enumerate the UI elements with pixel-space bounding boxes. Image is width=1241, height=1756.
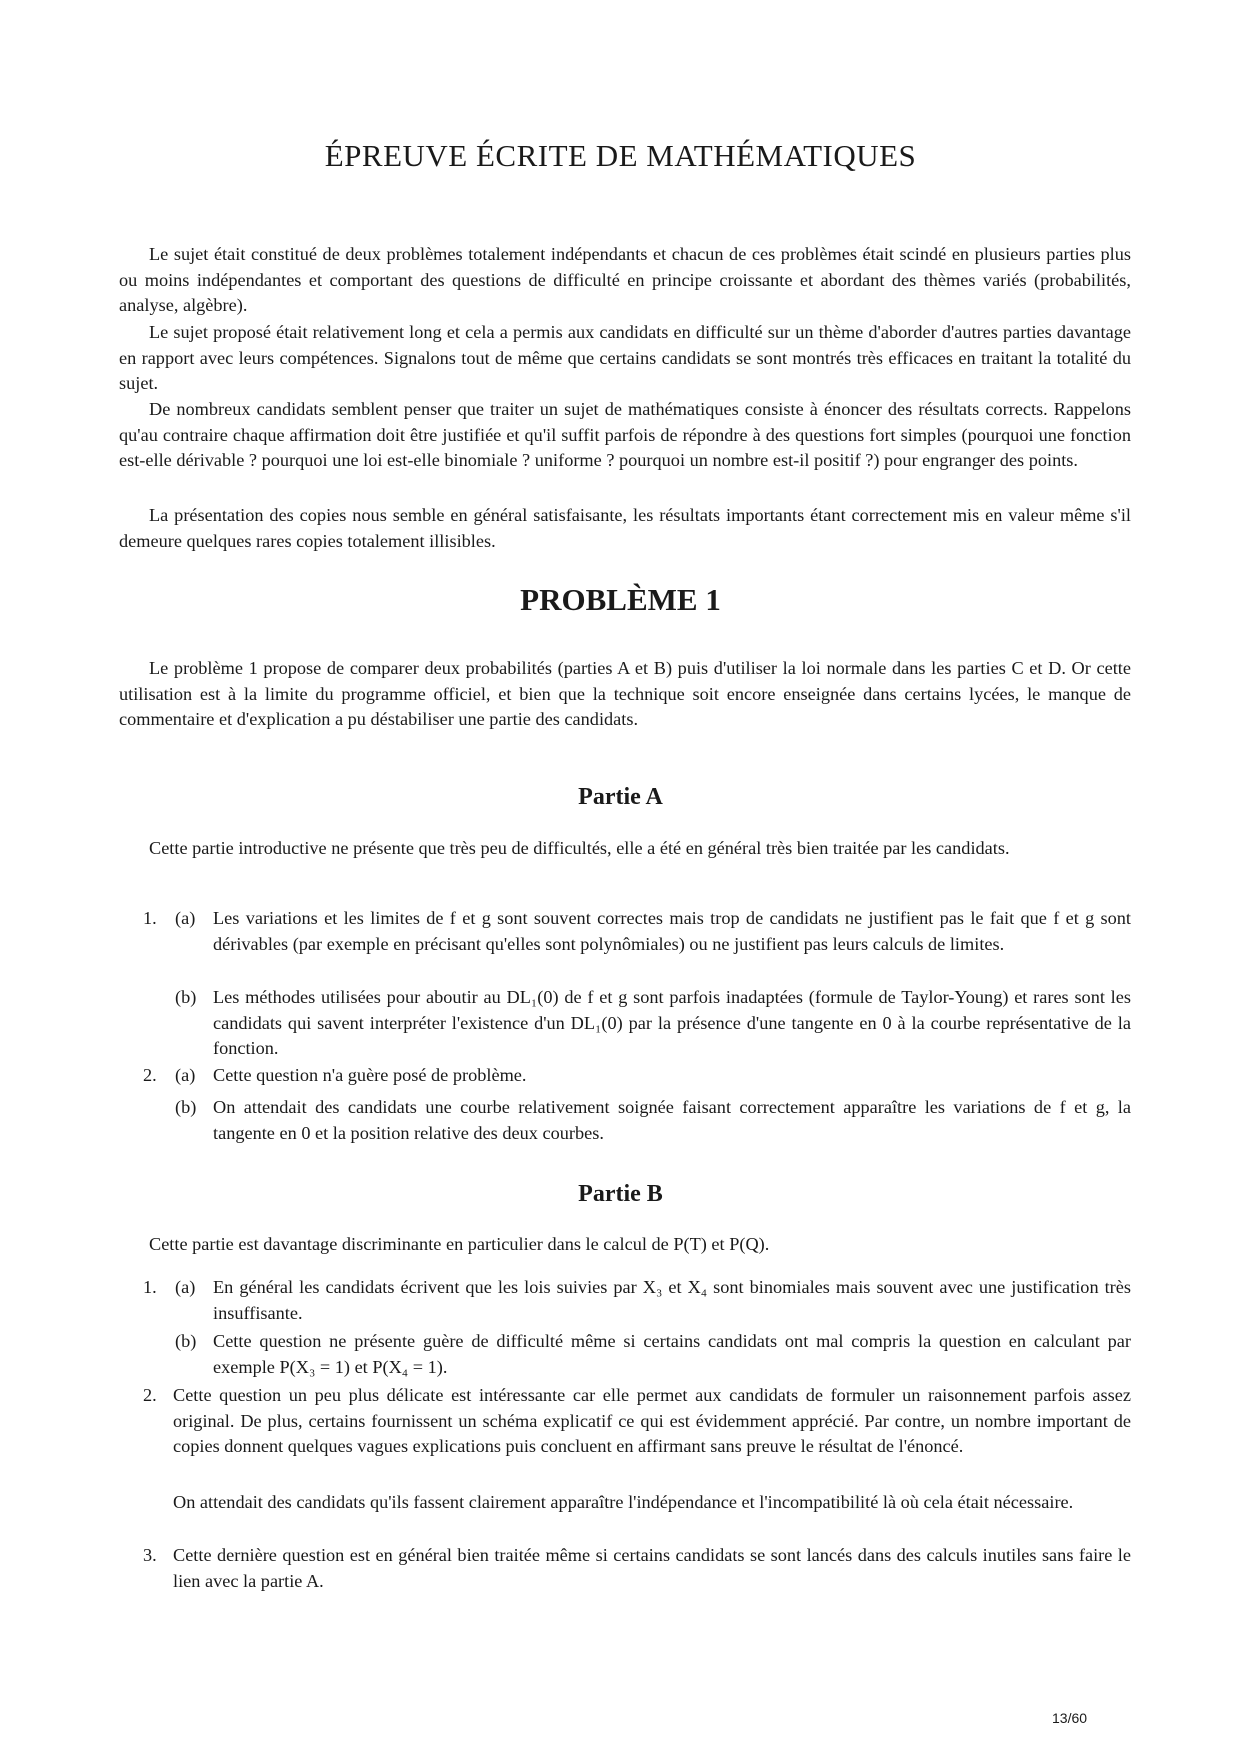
part-b-q1b-text: Cette question ne présente guère de difficulté même si certains candidats ont mal compris la question en calculant par exemple P(X₃ = 1) et P(X₄ = 1). bbox=[213, 1331, 1131, 1377]
part-a-q1b-label: (b) bbox=[175, 987, 197, 1007]
part-a-q2a-label: (a) bbox=[175, 1065, 196, 1085]
part-b-q3-text: Cette dernière question est en général bien traitée même si certains candidats se sont lancés dans des calculs inutiles sans faire le lien avec la partie A. bbox=[173, 1545, 1131, 1591]
part-a-q1a-label: (a) bbox=[175, 908, 196, 928]
page-number: 13/60 bbox=[1052, 1710, 1088, 1726]
intro-paragraph-3: De nombreux candidats semblent penser que traiter un sujet de mathématiques consiste à énoncer des résultats corrects. Rappelons qu'au contraire chaque affirmation doit être justifiée et qu'il suffit parfois de répondre à des questions fort simples (pourquoi une fonction est-elle dérivable ? pourquoi une loi est-elle binomiale ? uniforme ? pourquoi un nombre est-il positif ?) pour engranger des points. bbox=[119, 399, 1131, 470]
part-a-q1-number: 1. bbox=[143, 908, 157, 928]
part-b-q2-text: Cette question un peu plus délicate est intéressante car elle permet aux candidats de formuler un raisonnement parfois assez original. De plus, certains fournissent un schéma explicatif ce qui est évidemment apprécié. Par contre, un nombre important de copies donnent quelques vagues explications puis concluent en affirmant sans preuve le résultat de l'énoncé. bbox=[173, 1385, 1131, 1456]
part-a-q2a-text: Cette question n'a guère posé de problème. bbox=[213, 1065, 527, 1085]
part-b-q1b-label: (b) bbox=[175, 1331, 197, 1351]
part-a-q1a-text: Les variations et les limites de f et g sont souvent correctes mais trop de candidats ne justifient pas le fait que f et g sont dérivables (par exemple en précisant qu'elles sont polynômiales) ou ne justifient pas leurs calculs de limites. bbox=[213, 908, 1131, 954]
part-b-q2-number: 2. bbox=[143, 1385, 157, 1405]
part-b-q2-followup: On attendait des candidats qu'ils fassent clairement apparaître l'indépendance et l'incompatibilité là où cela était nécessaire. bbox=[173, 1492, 1074, 1512]
part-b-q1-number: 1. bbox=[143, 1277, 157, 1297]
part-a-intro: Cette partie introductive ne présente que très peu de difficultés, elle a été en général très bien traitée par les candidats. bbox=[149, 838, 1010, 858]
part-a-q1b-text: Les méthodes utilisées pour aboutir au DL₁(0) de f et g sont parfois inadaptées (formule de Taylor-Young) et rares sont les candidats qui savent interpréter l'existence d'un DL₁(0) par la présence d'une tangente en 0 à la courbe représentative de la fonction. bbox=[213, 987, 1131, 1058]
part-a-q2b-label: (b) bbox=[175, 1097, 197, 1117]
part-b-title: Partie B bbox=[578, 1181, 663, 1207]
part-a-q2b-text: On attendait des candidats une courbe relativement soignée faisant correctement apparaître les variations de f et g, la tangente en 0 et la position relative des deux courbes. bbox=[213, 1097, 1131, 1143]
part-a-title: Partie A bbox=[578, 784, 663, 810]
intro-paragraph-4: La présentation des copies nous semble en général satisfaisante, les résultats importants étant correctement mis en valeur même s'il demeure quelques rares copies totalement illisibles. bbox=[119, 505, 1131, 551]
part-b-q3-number: 3. bbox=[143, 1545, 157, 1565]
part-b-q1a-label: (a) bbox=[175, 1277, 196, 1297]
part-b-q1a-text: En général les candidats écrivent que les lois suivies par X₃ et X₄ sont binomiales mais souvent avec une justification très insuffisante. bbox=[213, 1277, 1131, 1323]
problem-1-intro: Le problème 1 propose de comparer deux probabilités (parties A et B) puis d'utiliser la loi normale dans les parties C et D. Or cette utilisation est à la limite du programme officiel, et bien que la technique soit encore enseignée dans certains lycées, le manque de commentaire et d'explication a pu déstabiliser une partie des candidats. bbox=[119, 658, 1131, 729]
part-a-q2-number: 2. bbox=[143, 1065, 157, 1085]
part-b-intro: Cette partie est davantage discriminante en particulier dans le calcul de P(T) et P(Q). bbox=[149, 1234, 770, 1254]
intro-paragraph-1: Le sujet était constitué de deux problèmes totalement indépendants et chacun de ces problèmes était scindé en plusieurs parties plus ou moins indépendantes et comportant des questions de difficulté en principe croissante et abordant des thèmes variés (probabilités, analyse, algèbre). bbox=[119, 244, 1131, 315]
intro-paragraph-2: Le sujet proposé était relativement long et cela a permis aux candidats en difficulté sur un thème d'aborder d'autres parties davantage en rapport avec leurs compétences. Signalons tout de même que certains candidats se sont montrés très efficaces en traitant la totalité du sujet. bbox=[119, 322, 1131, 393]
document-title: ÉPREUVE ÉCRITE DE MATHÉMATIQUES bbox=[324, 138, 917, 173]
problem-1-title: PROBLÈME 1 bbox=[520, 582, 721, 617]
